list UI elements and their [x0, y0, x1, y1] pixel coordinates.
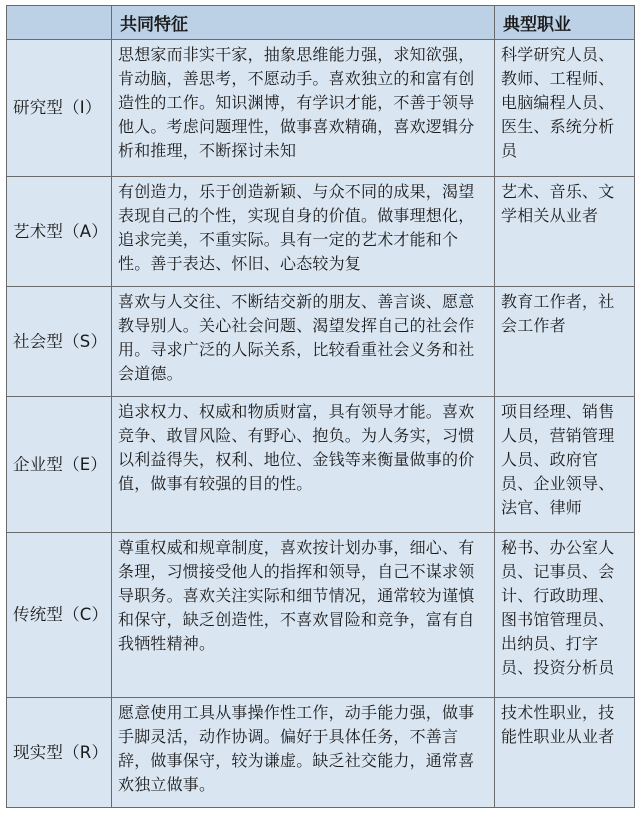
traits-cell: [112, 397, 495, 533]
jobs-text: 秘书、办公室人员、记事员、会计、行政助理、图书馆管理员、出纳员、打字员、投资分析员: [501, 538, 615, 677]
jobs-cell: 教育工作者，社会工作者: [495, 287, 635, 397]
header-traits: 共同特征: [112, 6, 495, 40]
type-cell: 传统型（C）: [7, 533, 112, 698]
header-type: [7, 6, 112, 40]
table-row: [7, 287, 635, 397]
table-row: [7, 177, 635, 287]
type-cell: 企业型（E）: [7, 397, 112, 533]
jobs-cell: 科学研究人员、教师、工程师、电脑编程人员、医生、系统分析员: [495, 40, 635, 177]
table-body: [7, 40, 635, 808]
jobs-cell: 技术性职业，技能性职业从业者: [495, 698, 635, 808]
header-row: [7, 6, 635, 40]
type-cell: 研究型（I）: [7, 40, 112, 177]
jobs-cell: 艺术、音乐、文学相关从业者: [495, 177, 635, 287]
table-row: [7, 698, 635, 808]
table-row: [7, 397, 635, 533]
traits-text: 追求权力、权威和物质财富，具有领导才能。喜欢竞争、敢冒风险、有野心、抱负。为人务实，习惯以利益得失，权利、地位、金钱等来衡量做事的价值，做事有较强的目的性。: [118, 402, 475, 493]
traits-cell: [112, 40, 495, 177]
table-row: [7, 40, 635, 177]
jobs-cell: 项目经理、销售人员，营销管理人员、政府官员、企业领导、法官、律师: [495, 397, 635, 533]
traits-cell: [112, 177, 495, 287]
traits-text: 尊重权威和规章制度，喜欢按计划办事，细心、有条理，习惯接受他人的指挥和领导，自己不谋求领导职务。喜欢关注实际和细节情况，通常较为谨慎和保守，缺乏创造性，不喜欢冒险和竞争，富有自我牺牲精神。: [118, 538, 475, 653]
traits-cell: [112, 698, 495, 808]
header-jobs: 典型职业: [495, 6, 635, 40]
traits-text: 有创造力，乐于创造新颖、与众不同的成果，渴望表现自己的个性，实现自身的价值。做事理想化，追求完美，不重实际。具有一定的艺术才能和个性。善于表达、怀旧、心态较为复: [118, 182, 475, 273]
traits-text: 愿意使用工具从事操作性工作，动手能力强，做事手脚灵活，动作协调。偏好于具体任务，不善言辞，做事保守，较为谦虚。缺乏社交能力，通常喜欢独立做事。: [118, 703, 475, 794]
type-cell: 现实型（R）: [7, 698, 112, 808]
traits-cell: [112, 287, 495, 397]
personality-career-table-wrapper: [6, 5, 634, 808]
personality-career-table: [6, 5, 635, 808]
traits-cell: [112, 533, 495, 698]
traits-text: 思想家而非实干家，抽象思维能力强，求知欲强，肯动脑，善思考，不愿动手。喜欢独立的和富有创造性的工作。知识渊博，有学识才能，不善于领导他人。考虑问题理性，做事喜欢精确，喜欢逻辑分析和推理，不断探讨未知: [118, 45, 475, 160]
jobs-cell: [495, 533, 635, 698]
type-cell: 社会型（S）: [7, 287, 112, 397]
traits-text: 喜欢与人交往、不断结交新的朋友、善言谈、愿意教导别人。关心社会问题、渴望发挥自己的社会作用。寻求广泛的人际关系，比较看重社会义务和社会道德。: [118, 292, 475, 383]
type-cell: 艺术型（A）: [7, 177, 112, 287]
table-row: [7, 533, 635, 698]
table-header: [7, 6, 635, 40]
